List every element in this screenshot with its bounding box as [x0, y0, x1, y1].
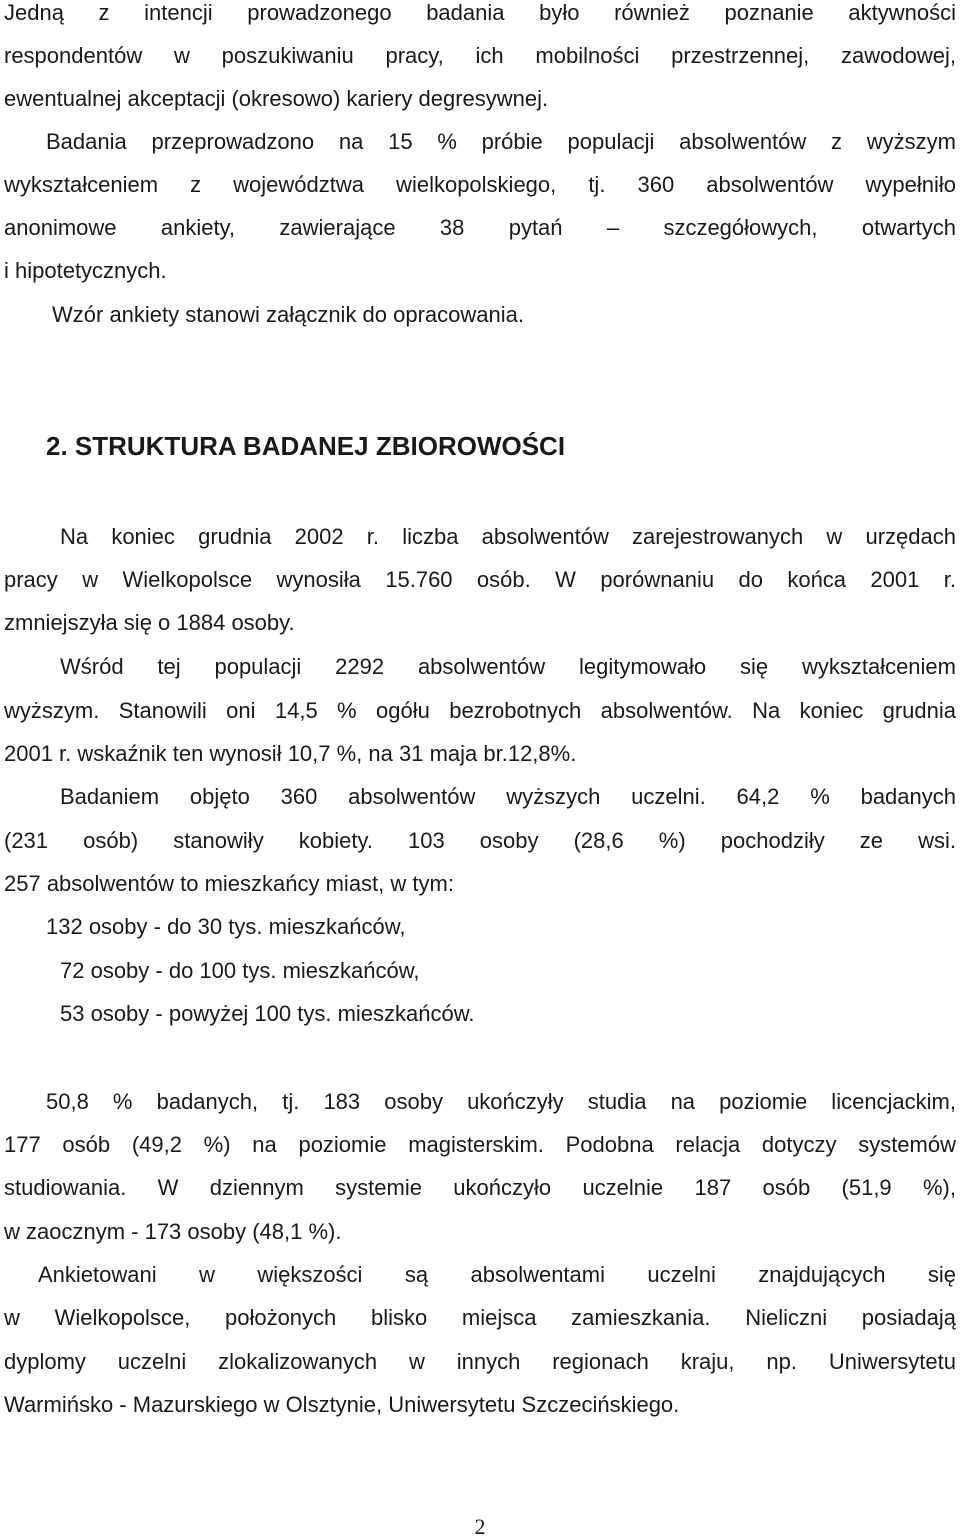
intro-line: wykształceniem z województwa wielkopolskiego, tj. 360 absolwentów wypełniło — [4, 172, 956, 197]
body-line: 50,8 % badanych, tj. 183 osoby ukończyły studia na poziomie licencjackim, — [46, 1089, 956, 1114]
body-line: studiowania. W dziennym systemie ukończyło uczelnie 187 osób (51,9 %), — [4, 1175, 956, 1200]
intro-line: respondentów w poszukiwaniu pracy, ich mobilności przestrzennej, zawodowej, — [4, 43, 956, 68]
intro-line: Wzór ankiety stanowi załącznik do opracowania. — [52, 302, 525, 327]
list-item: 132 osoby - do 30 tys. mieszkańców, — [46, 914, 406, 939]
intro-line: Jedną z intencji prowadzonego badania było również poznanie aktywności — [4, 0, 956, 25]
body-line: wyższym. Stanowili oni 14,5 % ogółu bezrobotnych absolwentów. Na koniec grudnia — [4, 698, 956, 723]
page-number: 2 — [474, 1514, 486, 1539]
body-line: (231 osób) stanowiły kobiety. 103 osoby (28,6 %) pochodziły ze wsi. — [4, 828, 956, 853]
body-line: w Wielkopolsce, położonych blisko miejsca zamieszkania. Nieliczni posiadają — [4, 1305, 956, 1330]
body-line: pracy w Wielkopolsce wynosiła 15.760 osób. W porównaniu do końca 2001 r. — [4, 567, 956, 592]
section-heading: 2. STRUKTURA BADANEJ ZBIOROWOŚCI — [46, 431, 566, 461]
list-item: 72 osoby - do 100 tys. mieszkańców, — [60, 958, 420, 983]
body-line: 177 osób (49,2 %) na poziomie magisterskim. Podobna relacja dotyczy systemów — [4, 1132, 956, 1157]
body-line: dyplomy uczelni zlokalizowanych w innych regionach kraju, np. Uniwersytetu — [4, 1349, 956, 1374]
body-line: 2001 r. wskaźnik ten wynosił 10,7 %, na 31 maja br.12,8%. — [4, 741, 577, 766]
body-line: Ankietowani w większości są absolwentami uczelni znajdujących się — [38, 1262, 956, 1287]
intro-line: i hipotetycznych. — [4, 258, 167, 283]
body-line: w zaocznym - 173 osoby (48,1 %). — [4, 1219, 342, 1244]
intro-line: Badania przeprowadzono na 15 % próbie populacji absolwentów z wyższym — [46, 129, 956, 154]
intro-line: ewentualnej akceptacji (okresowo) kariery degresywnej. — [4, 86, 549, 111]
body-line: Badaniem objęto 360 absolwentów wyższych uczelni. 64,2 % badanych — [60, 784, 956, 809]
body-line: 257 absolwentów to mieszkańcy miast, w tym: — [4, 871, 454, 896]
body-line: Warmińsko - Mazurskiego w Olsztynie, Uniwersytetu Szczecińskiego. — [4, 1392, 680, 1417]
intro-line: anonimowe ankiety, zawierające 38 pytań – szczegółowych, otwartych — [4, 215, 956, 240]
body-line: Na koniec grudnia 2002 r. liczba absolwentów zarejestrowanych w urzędach — [60, 524, 956, 549]
list-item: 53 osoby - powyżej 100 tys. mieszkańców. — [60, 1001, 475, 1026]
body-line: Wśród tej populacji 2292 absolwentów legitymowało się wykształceniem — [60, 654, 956, 679]
body-line: zmniejszyła się o 1884 osoby. — [4, 610, 295, 635]
